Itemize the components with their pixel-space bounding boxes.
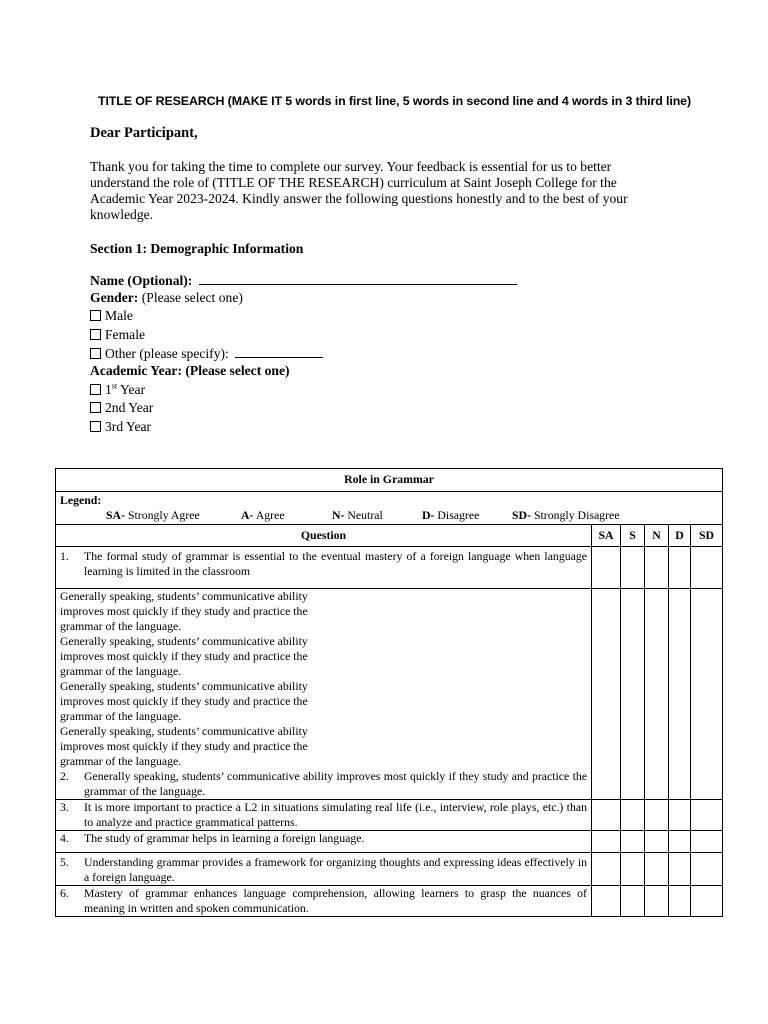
table-row bbox=[56, 589, 723, 800]
salutation: Dear Participant, bbox=[90, 125, 198, 141]
name-blank[interactable] bbox=[199, 274, 517, 285]
question-header: Question bbox=[56, 525, 592, 547]
question-6: 6. Mastery of grammar enhances language comprehension, allowing learners to grasp the nuances of meaning in written and spoken communication. bbox=[56, 886, 592, 917]
section-heading: Section 1: Demographic Information bbox=[90, 241, 304, 256]
col-s: S bbox=[621, 525, 645, 547]
answer-cell-s[interactable] bbox=[621, 886, 645, 917]
gender-hint: (Please select one) bbox=[141, 290, 243, 305]
question-5: 5. Understanding grammar provides a framework for organizing thoughts and expressing ideas effectively in a foreign language. bbox=[56, 853, 592, 886]
table-row bbox=[56, 886, 723, 917]
table-row bbox=[56, 831, 723, 853]
gender-option-female[interactable]: Female bbox=[90, 326, 145, 344]
checkbox[interactable] bbox=[90, 421, 101, 432]
likert-table bbox=[55, 468, 723, 917]
question-2: Generally speaking, students’ communicative ability improves most quickly if they study and practice the grammar of the language. Generally speaking, students’ communicative ability improves most quickly if they study and practice the grammar of the language. Generally speaking, students’ communicative ability improves most quickly if they study and practice the grammar of the language. Generally speaking, students’ communicative ability improves most quickly if they study and practice the grammar of the language. 2. Generally speaking, students’ communicative ability improves most quickly if they study and practice the grammar of the language. bbox=[56, 589, 592, 800]
answer-cell-sa[interactable] bbox=[592, 589, 621, 800]
name-field-row bbox=[90, 272, 517, 290]
checkbox[interactable] bbox=[90, 402, 101, 413]
answer-cell-n[interactable] bbox=[645, 547, 669, 589]
gender-row bbox=[90, 289, 243, 307]
answer-cell-d[interactable] bbox=[669, 547, 691, 589]
answer-cell-s[interactable] bbox=[621, 800, 645, 831]
legend-item-sd: SD- Strongly Disagree bbox=[512, 508, 620, 522]
col-n: N bbox=[645, 525, 669, 547]
col-sd: SD bbox=[691, 525, 723, 547]
other-specify-blank[interactable] bbox=[235, 347, 323, 358]
legend-items bbox=[60, 508, 718, 523]
academic-year-label: Academic Year: (Please select one) bbox=[90, 363, 290, 378]
answer-cell-sa[interactable] bbox=[592, 800, 621, 831]
answer-cell-sd[interactable] bbox=[691, 886, 723, 917]
answer-cell-sd[interactable] bbox=[691, 831, 723, 853]
year-option-1st[interactable]: 1st Year bbox=[90, 381, 145, 399]
answer-cell-s[interactable] bbox=[621, 547, 645, 589]
checkbox[interactable] bbox=[90, 310, 101, 321]
answer-cell-n[interactable] bbox=[645, 800, 669, 831]
legend-item-d: D- Disagree bbox=[422, 508, 480, 522]
col-sa: SA bbox=[592, 525, 621, 547]
answer-cell-sa[interactable] bbox=[592, 547, 621, 589]
answer-cell-d[interactable] bbox=[669, 589, 691, 800]
answer-cell-sd[interactable] bbox=[691, 547, 723, 589]
legend-item-n: N- Neutral bbox=[332, 508, 383, 522]
legend-item-a: A- Agree bbox=[241, 508, 285, 522]
checkbox[interactable] bbox=[90, 348, 101, 359]
table-caption: Role in Grammar bbox=[56, 469, 723, 492]
legend bbox=[56, 492, 723, 525]
answer-cell-d[interactable] bbox=[669, 886, 691, 917]
answer-cell-s[interactable] bbox=[621, 853, 645, 886]
answer-cell-n[interactable] bbox=[645, 589, 669, 800]
table-row bbox=[56, 853, 723, 886]
research-title: TITLE OF RESEARCH (MAKE IT 5 words in first line, 5 words in second line and 4 words in 3 third line) bbox=[98, 94, 691, 108]
header-row bbox=[56, 525, 723, 547]
answer-cell-n[interactable] bbox=[645, 886, 669, 917]
gender-label: Gender: bbox=[90, 290, 139, 305]
table-row bbox=[56, 800, 723, 831]
answer-cell-d[interactable] bbox=[669, 800, 691, 831]
answer-cell-d[interactable] bbox=[669, 853, 691, 886]
year-option-3rd[interactable]: 3rd Year bbox=[90, 418, 151, 436]
answer-cell-sd[interactable] bbox=[691, 800, 723, 831]
legend-title: Legend: bbox=[60, 493, 102, 507]
col-d: D bbox=[669, 525, 691, 547]
answer-cell-n[interactable] bbox=[645, 853, 669, 886]
question-1: 1. The formal study of grammar is essential to the eventual mastery of a foreign language when language learning is limited in the classroom bbox=[56, 547, 592, 589]
table-row bbox=[56, 547, 723, 589]
name-label: Name (Optional): bbox=[90, 273, 193, 288]
gender-option-other[interactable]: Other (please specify): bbox=[90, 345, 323, 363]
answer-cell-d[interactable] bbox=[669, 831, 691, 853]
answer-cell-sd[interactable] bbox=[691, 853, 723, 886]
answer-cell-s[interactable] bbox=[621, 589, 645, 800]
answer-cell-n[interactable] bbox=[645, 831, 669, 853]
answer-cell-sd[interactable] bbox=[691, 589, 723, 800]
question-4: 4. The study of grammar helps in learning a foreign language. bbox=[56, 831, 592, 853]
question-3: 3. It is more important to practice a L2 in situations simulating real life (i.e., interview, role plays, etc.) than to analyze and practice grammatical patterns. bbox=[56, 800, 592, 831]
checkbox[interactable] bbox=[90, 384, 101, 395]
answer-cell-sa[interactable] bbox=[592, 853, 621, 886]
checkbox[interactable] bbox=[90, 329, 101, 340]
answer-cell-sa[interactable] bbox=[592, 831, 621, 853]
legend-item-sa: SA- Strongly Agree bbox=[106, 508, 200, 522]
answer-cell-sa[interactable] bbox=[592, 886, 621, 917]
answer-cell-s[interactable] bbox=[621, 831, 645, 853]
intro-paragraph: Thank you for taking the time to complete our survey. Your feedback is essential for us to better understand the role of (TITLE OF THE RESEARCH) curriculum at Saint Joseph College for the Academic Year 2023-2024. Kindly answer the following questions honestly and to the best of your knowledge. bbox=[90, 159, 628, 222]
gender-option-male[interactable]: Male bbox=[90, 307, 133, 325]
year-option-2nd[interactable]: 2nd Year bbox=[90, 399, 153, 417]
